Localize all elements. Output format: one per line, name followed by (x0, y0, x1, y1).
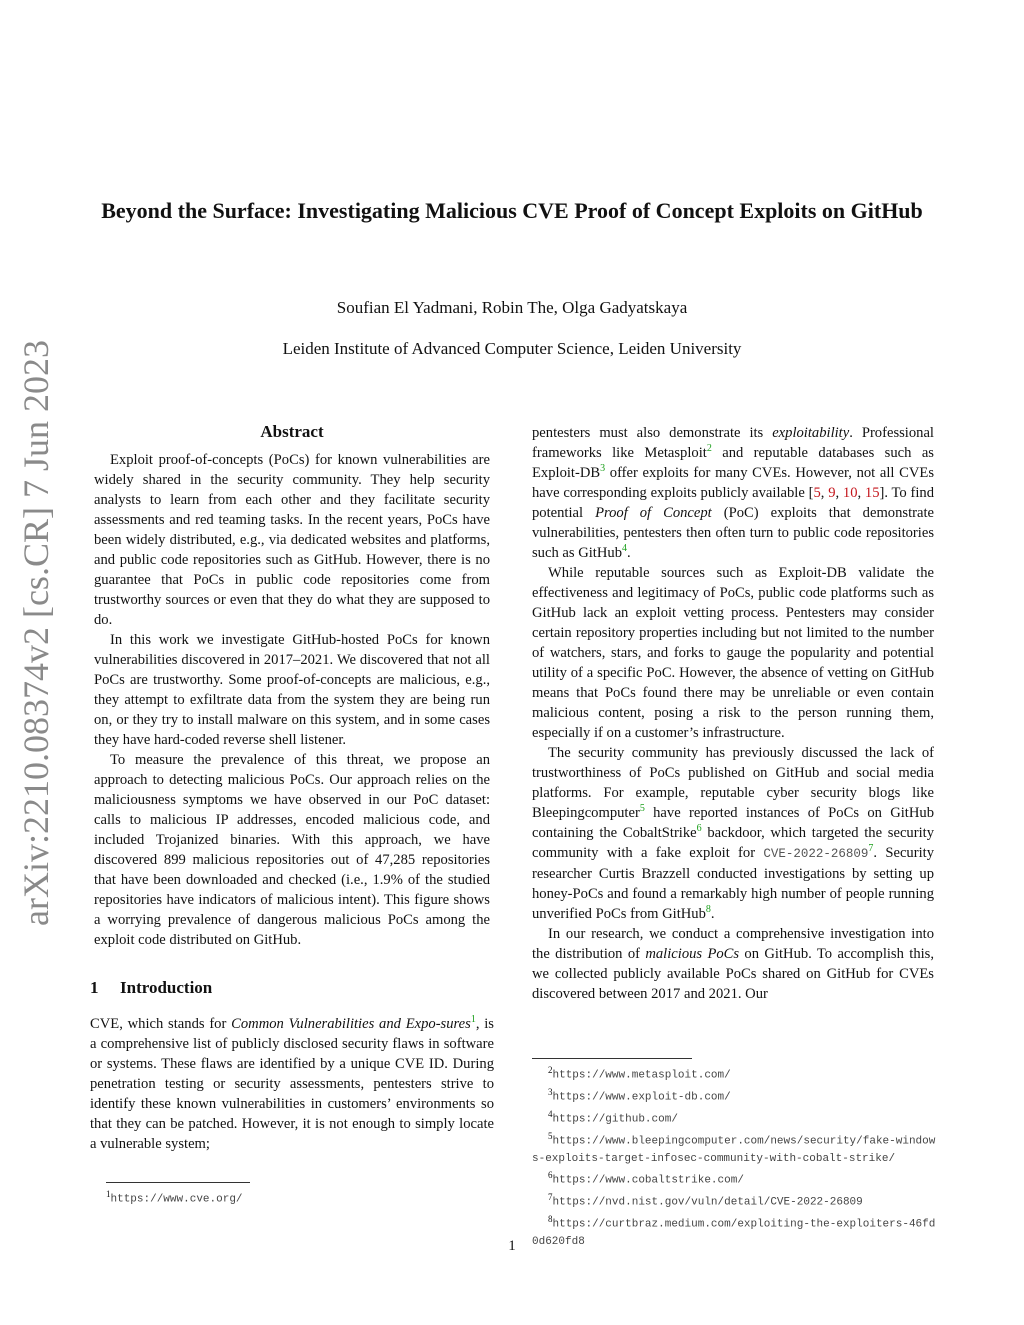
footnote-ref-4[interactable]: 4 (622, 543, 627, 555)
footnote-8[interactable]: $^8$https://curtbraz.medium.com/exploiting-the-exploiters-46fd0d620fd8 (532, 1214, 936, 1248)
footnote-ref-3[interactable]: 3 (600, 463, 606, 475)
authors: Soufian El Yadmani, Robin The, Olga Gadyatskaya (336, 298, 688, 317)
footnote-rule-right (532, 1058, 692, 1059)
paper-title: Beyond the Surface: Investigating Malicious CVE Proof of Concept Exploits on GitHub (101, 198, 923, 223)
section-number: 1 (90, 978, 99, 997)
right-column (532, 423, 934, 1004)
footnotes-right (532, 1062, 936, 1250)
intro-paragraph-1: CVE, which stands for Common Vulnerabilities and Expo-sures$^1$, is a comprehensive list of publicly disclosed security flaws in software or systems. These flaws are identified by a unique CVE ID. During penetration testing or security assessments, pentesters strive to identify these known vulnerabilities in customers’ environments so that they can be patched. However, it is not enough to simply locate a vulnerable system; (90, 1014, 494, 1152)
footnote-5[interactable]: $^5$https://www.bleepingcomputer.com/news/security/fake-windows-exploits-target-infosec-community-with-cobalt-strike/ (532, 1131, 936, 1165)
abstract-paragraph-2: In this work we investigate GitHub-hosted PoCs for known vulnerabilities discovered in 2017–2021. We discovered that not all PoCs are trustworthy. Some proof-of-concepts are malicious, e.g., they attempt to exfiltrate data from the system they are being run on, or they try to install malware on this system, and in some cases they have hard-coded reverse shell listener. (94, 632, 490, 748)
citation-5[interactable]: 5 (813, 485, 821, 501)
abstract-paragraph-3: To measure the prevalence of this threat, we propose an approach to detecting malicious PoCs. Our approach relies on the maliciousness symptoms we have observed in our PoC dataset: calls to malicious IP addresses, encoded malicious code, and included Trojanized binaries. With this approach, we have discovered 899 malicious repositories out of 47,285 repositories that have been downloaded and checked (i.e., 1.9% of the studied repositories have indicators of malicious intent). This figure shows a worrying prevalence of dangerous malicious PoCs among the exploit code distributed on GitHub. (94, 752, 490, 948)
citation-9[interactable]: 9 (828, 485, 836, 501)
arxiv-stamp: arXiv:2210.08374v2 [cs.CR] 7 Jun 2023 (16, 340, 56, 926)
citation-10[interactable]: 10 (842, 485, 858, 501)
footnote-7[interactable]: $^7$https://nvd.nist.gov/vuln/detail/CVE-2022-26809 (548, 1192, 863, 1209)
page-number: 1 (508, 1238, 516, 1254)
right-paragraph-4: In our research, we conduct a comprehensive investigation into the distribution of malicious PoCs on GitHub. To accomplish this, we collected publicly available PoCs shared on GitHub for CVEs discovered between 2017 and 2021. Our (532, 926, 934, 1002)
right-paragraph-2: While reputable sources such as Exploit-DB validate the effectiveness and legitimacy of PoCs, public code platforms such as GitHub lack an exploit vetting process. Pentesters may consider certain repository properties including but not limited to the number of watchers, stars, and forks to gauge the popularity and potential utility of a specific PoC. However, the absence of vetting on GitHub means that PoCs found there may be unreliable or even contain malicious content, posing a risk to the person running them, especially if on a customer’s infrastructure. (532, 565, 934, 741)
footnote-3[interactable]: $^3$https://www.exploit-db.com/ (548, 1087, 731, 1104)
section-title: Introduction (120, 978, 213, 997)
right-paragraph-1: pentesters must also demonstrate its exploitability. Professional frameworks like Metasploit$^2$ and reputable databases such as Exploit-DB$^3$ offer exploits for many CVEs. However, not all CVEs have corresponding exploits publicly available [5, 9, 10, 15]. To find potential Proof of Concept (PoC) exploits that demonstrate vulnerabilities, pentesters then often turn to public code repositories such as GitHub$^4$. (532, 425, 935, 561)
section-heading-introduction (90, 976, 494, 1000)
footnote-ref-6[interactable]: 6 (696, 823, 702, 835)
footnotes-left (106, 1186, 486, 1208)
footnote-4[interactable]: $^4$https://github.com/ (548, 1109, 678, 1126)
left-column (90, 420, 494, 1154)
abstract-paragraph-1: Exploit proof-of-concepts (PoCs) for known vulnerabilities are widely shared in the security community. They help security analysts to learn from each other and they facilitate security assessments and red teaming tasks. In the recent years, PoCs have been widely distributed, e.g., via dedicated websites and platforms, and public code repositories such as GitHub. However, there is no guarantee that PoCs in public code repositories come from trustworthy sources or even that they do what they are supposed to do. (94, 452, 490, 628)
cve-code: CVE-2022-26809 (763, 847, 869, 861)
abstract (90, 420, 494, 950)
footnote-ref-8[interactable]: 8 (705, 904, 711, 916)
right-paragraph-3: The security community has previously discussed the lack of trustworthiness of PoCs published on GitHub and social media platforms. For example, reputable cyber security blogs like Bleepingcomputer$^5$ have reported instances of PoCs on GitHub containing the CobaltStrike$^6$ backdoor, which targeted the security community with a fake exploit for CVE-2022-26809$^7$. Security researcher Curtis Brazzell conducted investigations by setting up honey-PoCs and found a remarkably high number of people running unverified PoCs from GitHub$^8$. (532, 745, 934, 922)
citation-15[interactable]: 15 (864, 485, 880, 501)
footnote-rule-left (106, 1182, 250, 1183)
footnote-2[interactable]: $^2$https://www.metasploit.com/ (548, 1065, 731, 1082)
footnote-6[interactable]: $^6$https://www.cobaltstrike.com/ (548, 1170, 744, 1187)
footnote-ref-7[interactable]: 7 (868, 843, 874, 855)
footnote-ref-2[interactable]: 2 (706, 443, 712, 455)
footnote-ref-5[interactable]: 5 (639, 803, 645, 815)
affiliation: Leiden Institute of Advanced Computer Science, Leiden University (282, 339, 742, 358)
footnote-1[interactable]: $^1$https://www.cve.org/ (106, 1189, 243, 1206)
abstract-heading: Abstract (260, 422, 324, 441)
footnote-ref-1[interactable]: 1 (470, 1014, 476, 1026)
